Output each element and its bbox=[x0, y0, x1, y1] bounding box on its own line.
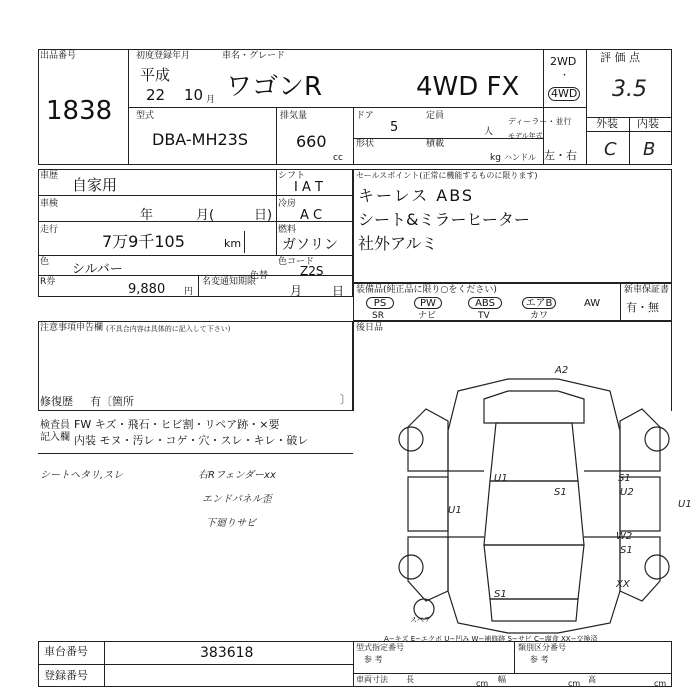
designation-label: 型式指定番号 bbox=[356, 643, 404, 652]
cc-unit: cc bbox=[333, 153, 343, 163]
deadline-month: 月 bbox=[290, 284, 303, 298]
load-label: 積載 bbox=[426, 139, 445, 149]
fuel-value: ガソリン bbox=[282, 237, 338, 253]
equip-aw: AW bbox=[584, 298, 601, 309]
inspector-label-2: 記入欄 bbox=[40, 432, 70, 443]
warranty-label: 新車保証書 bbox=[624, 285, 670, 295]
history-label: 車歴 bbox=[40, 171, 59, 181]
score: 3.5 bbox=[612, 77, 647, 102]
inspector-label-1: 検査員 bbox=[40, 420, 70, 431]
after-label: 後日品 bbox=[356, 323, 384, 333]
interior-label: 内装 bbox=[637, 117, 659, 130]
lot-label: 出品番号 bbox=[40, 51, 77, 61]
legend: A−キズ E−エクボ U−凹み W−補修跡 S−サビ C−腐食 XX−交換済 bbox=[384, 635, 598, 643]
grade: 4WD FX bbox=[416, 72, 520, 102]
dims-label: 車両寸法 bbox=[356, 675, 388, 684]
car-name-label: 車名・グレード bbox=[222, 51, 286, 61]
car-name: ワゴンR bbox=[226, 72, 323, 102]
model-year-label: モデル年式 bbox=[508, 132, 543, 140]
aircon-value: A C bbox=[300, 208, 323, 223]
mark-s1-right: S1 bbox=[618, 473, 631, 484]
height-cm: cm bbox=[654, 679, 667, 688]
equip-sr: SR bbox=[372, 311, 384, 321]
yen-unit: 円 bbox=[184, 287, 194, 297]
displacement: 660 bbox=[296, 132, 327, 151]
sales-point-1: キーレス ABS bbox=[358, 186, 475, 205]
lot-number: 1838 bbox=[46, 96, 113, 126]
repair-close: 〕 bbox=[340, 393, 351, 406]
chassis-value: 383618 bbox=[200, 645, 254, 661]
sales-point-2: シート&ミラーヒーター bbox=[358, 210, 530, 229]
shift-value: I A T bbox=[294, 180, 323, 195]
remarks-sub: (不具合内容は具体的に記入して下さい) bbox=[106, 325, 231, 333]
kg-unit: kg bbox=[490, 153, 501, 163]
drive-2wd: 2WD bbox=[550, 55, 577, 68]
equipment-label: 装備品(純正品に限り○をください) bbox=[356, 285, 497, 295]
inspection-year: 年 bbox=[140, 208, 154, 223]
width-label: 幅 bbox=[498, 675, 506, 684]
fuel-label: 燃料 bbox=[278, 225, 297, 235]
doors-label: ドア bbox=[356, 111, 374, 121]
color-code-label: 色コード bbox=[278, 257, 315, 267]
paint-label: 色替 bbox=[250, 271, 269, 281]
mark-s1-rear-left: S1 bbox=[494, 589, 507, 600]
shape-label: 形状 bbox=[356, 139, 375, 149]
era: 平成 bbox=[140, 66, 171, 84]
mark-u1-left-side: U1 bbox=[448, 505, 462, 516]
equip-abs: ABS bbox=[468, 297, 502, 309]
remarks-block bbox=[38, 321, 353, 411]
color-label: 色 bbox=[40, 257, 50, 267]
ref-2: 参 考 bbox=[530, 655, 549, 664]
reg-month: 10 bbox=[184, 86, 204, 104]
dealer-label: ディーラー・並行 bbox=[508, 117, 572, 126]
model-label: 型式 bbox=[136, 111, 155, 121]
score-label: 評 価 点 bbox=[600, 51, 640, 64]
sales-point-3: 社外アルミ bbox=[358, 234, 438, 253]
spare-label: スペア bbox=[410, 616, 431, 624]
doors: 5 bbox=[390, 120, 399, 135]
warranty-value: 有・無 bbox=[626, 301, 659, 314]
sales-points-label: セールスポイント(正常に機能するものに限ります) bbox=[356, 171, 538, 180]
capacity-unit: 人 bbox=[484, 127, 494, 137]
hand-note-seat: シートヘタリ,スレ bbox=[40, 470, 124, 481]
km-unit: km bbox=[224, 237, 242, 250]
model-code: DBA-MH23S bbox=[152, 130, 249, 149]
reg-year-label: 初度登録年月 bbox=[136, 51, 191, 61]
month-unit: 月 bbox=[206, 95, 216, 105]
equip-navi: ナビ bbox=[418, 311, 437, 321]
inspection-month: 月( bbox=[196, 208, 215, 223]
equip-leather: カワ bbox=[530, 311, 549, 321]
repair-label: 修復歴 bbox=[40, 395, 73, 408]
mark-a2: A2 bbox=[555, 365, 569, 376]
inspection-label: 車検 bbox=[40, 199, 59, 209]
chassis-label: 車台番号 bbox=[44, 645, 88, 658]
remarks-label: 注意事項申告欄 bbox=[40, 323, 104, 333]
repair-value: 有〔箇所 bbox=[90, 395, 134, 408]
mileage-value: 7万9千105 bbox=[102, 232, 185, 251]
mark-u2-right: U2 bbox=[620, 487, 634, 498]
mark-w2: W2 bbox=[616, 531, 633, 542]
hand-note-underbody: 下廻りサビ bbox=[206, 518, 256, 529]
displacement-label: 排気量 bbox=[280, 111, 308, 121]
mark-u1-front-left: U1 bbox=[494, 473, 508, 484]
shift-label: シフト bbox=[278, 171, 306, 181]
interior-grade: B bbox=[643, 139, 656, 160]
reg-year: 22 bbox=[146, 86, 166, 104]
auction-sheet bbox=[38, 49, 692, 689]
deadline-day: 日 bbox=[332, 284, 345, 298]
length-cm: cm bbox=[476, 679, 489, 688]
hand-note-endpanel: エンドパネル歪 bbox=[202, 494, 272, 505]
inspection-day: 日) bbox=[254, 208, 273, 223]
handle-label: ハンドル bbox=[504, 153, 536, 162]
exterior-grade: C bbox=[604, 139, 617, 160]
history-value: 自家用 bbox=[72, 176, 118, 194]
length-label: 長 bbox=[406, 675, 414, 684]
drive-dot: ・ bbox=[560, 71, 570, 81]
equip-airbag: エアB bbox=[522, 297, 556, 309]
mark-xx: XX bbox=[616, 579, 630, 590]
equip-pw: PW bbox=[414, 297, 442, 309]
category-label: 類別区分番号 bbox=[518, 643, 566, 652]
height-label: 高 bbox=[588, 675, 596, 684]
car-damage-diagram bbox=[398, 361, 692, 641]
exterior-label: 外装 bbox=[596, 117, 618, 130]
mark-s1-rear-right: S1 bbox=[620, 545, 633, 556]
inspector-row-2: 内装 モヌ・汚レ・コゲ・穴・スレ・キレ・破レ bbox=[74, 434, 309, 447]
inspector-row-1: FW キズ・飛石・ヒビ割・リペア跡・×要 bbox=[74, 418, 280, 431]
mileage-label: 走行 bbox=[40, 225, 59, 235]
width-cm: cm bbox=[568, 679, 581, 688]
ref-1: 参 考 bbox=[364, 655, 383, 664]
color-code: Z2S bbox=[300, 264, 324, 278]
drive-4wd-circled: 4WD bbox=[548, 87, 580, 101]
mark-s1-center: S1 bbox=[554, 487, 567, 498]
handle-value: 左・右 bbox=[544, 149, 577, 162]
mark-u1-right-side: U1 bbox=[678, 499, 692, 510]
capacity-label: 定員 bbox=[426, 111, 445, 121]
color-value: シルバー bbox=[72, 262, 123, 277]
hand-note-fender: 右Rフェンダーxx bbox=[198, 470, 276, 481]
aircon-label: 冷房 bbox=[278, 199, 297, 209]
reg-label: 登録番号 bbox=[44, 669, 88, 682]
equip-ps: PS bbox=[366, 297, 394, 309]
equip-tv: TV bbox=[478, 311, 490, 321]
recycle-value: 9,880 bbox=[128, 282, 166, 297]
recycle-label: R券 bbox=[40, 277, 56, 287]
deadline-label: 名変通知期限 bbox=[202, 277, 257, 287]
